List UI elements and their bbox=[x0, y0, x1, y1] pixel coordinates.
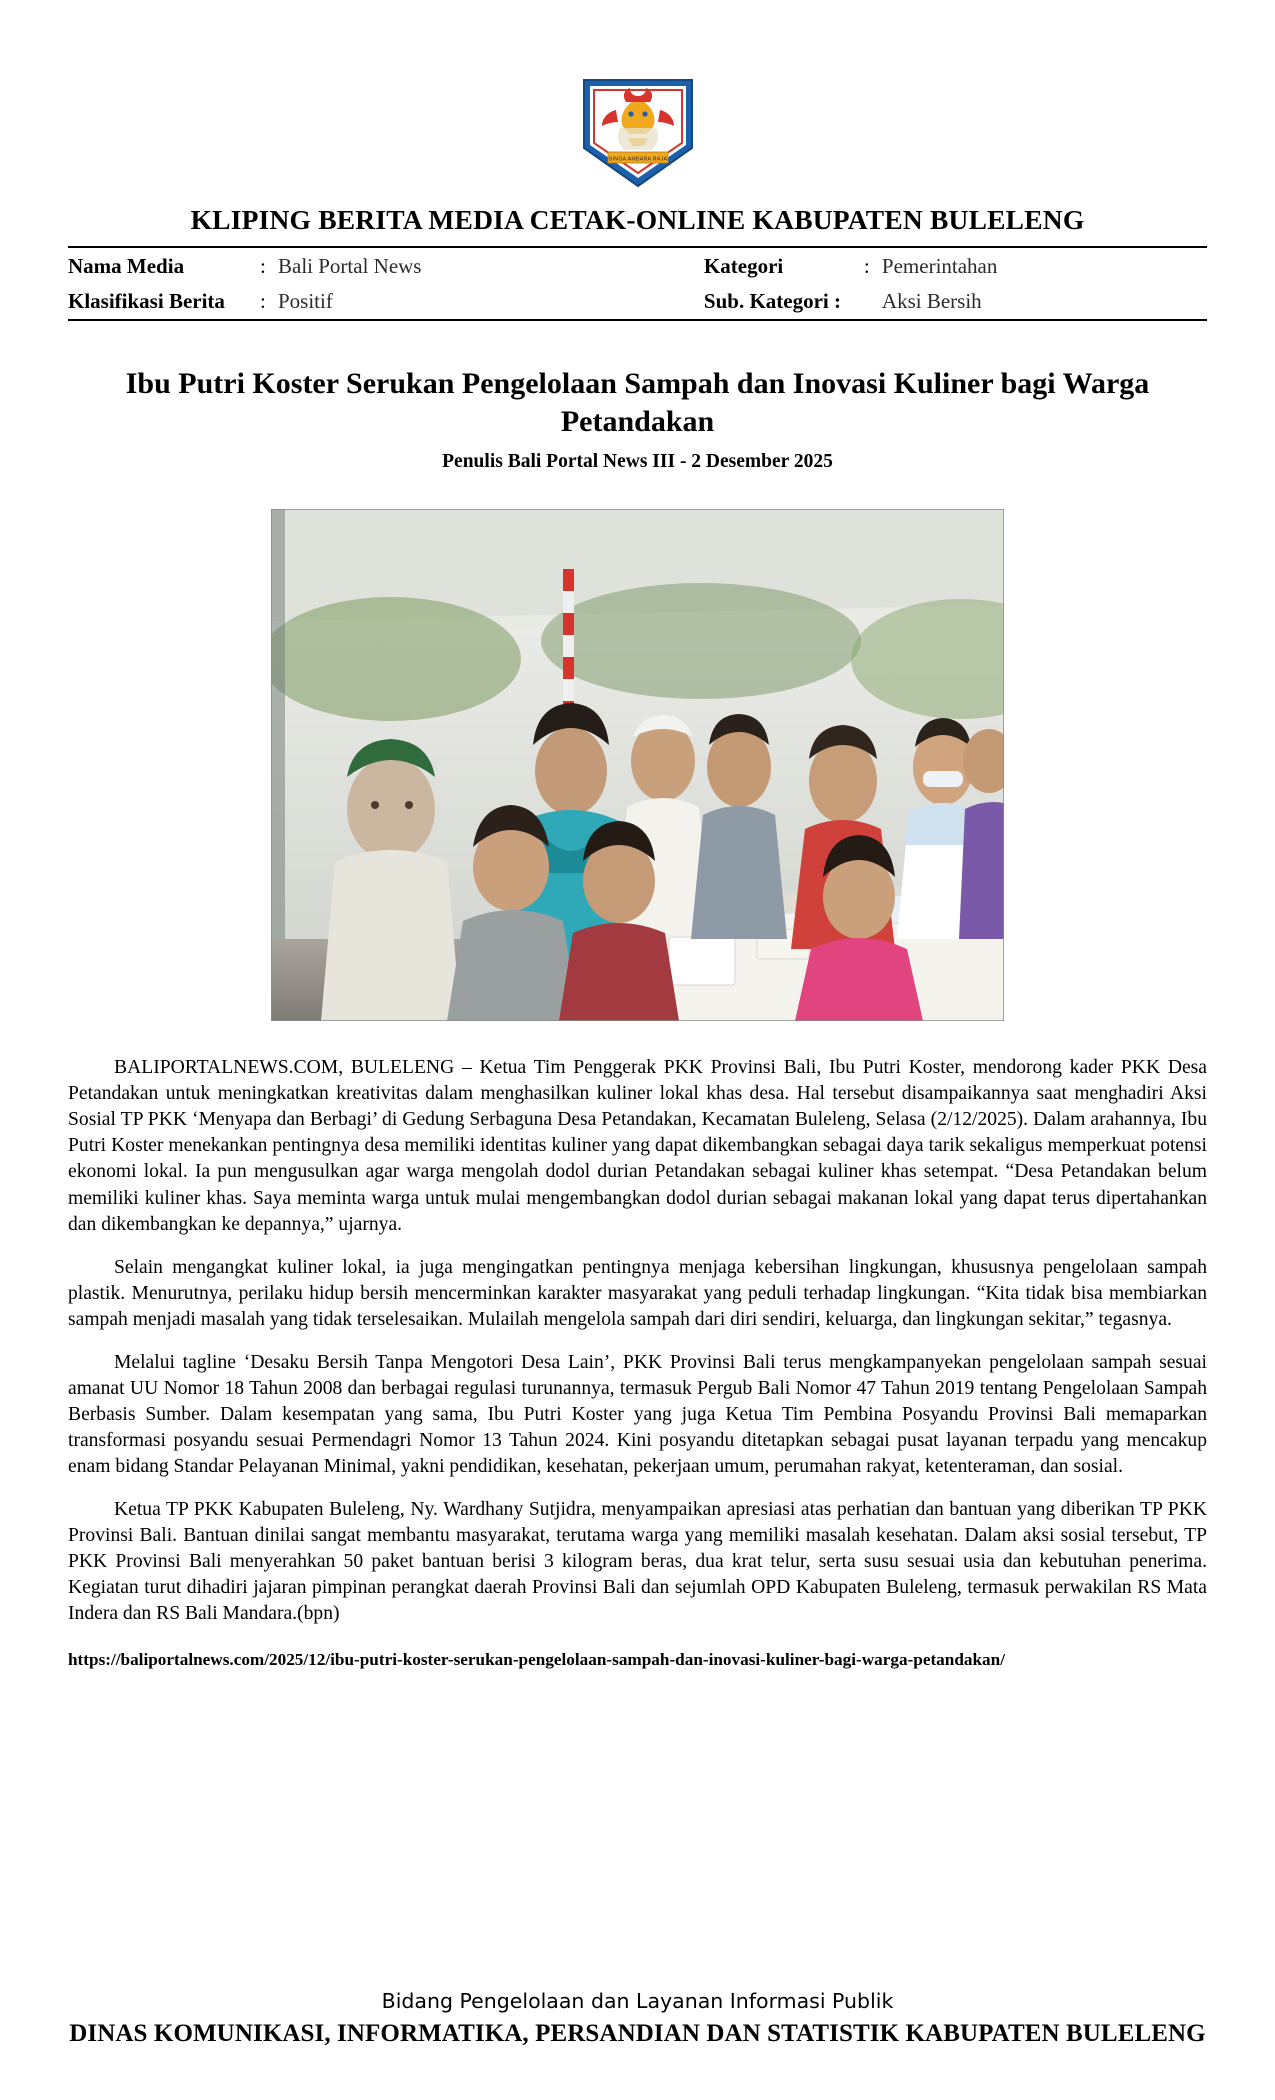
label-nama-media: Nama Media bbox=[68, 254, 185, 278]
colon-2: : bbox=[863, 254, 870, 278]
value-kategori: Pemerintahan bbox=[881, 254, 998, 278]
table-row bbox=[68, 248, 1207, 283]
label-sub-kategori: Sub. Kategori : bbox=[703, 289, 842, 314]
buleleng-regency-crest-icon bbox=[572, 58, 704, 190]
source-url-link[interactable]: https://baliportalnews.com/2025/12/ibu-putri-koster-serukan-pengelolaan-sampah-dan-inovasi-kuliner-bagi-warga-petandakan/ bbox=[68, 1650, 1005, 1670]
colon-1: : bbox=[260, 254, 266, 278]
article-paragraph: Melalui tagline ‘Desaku Bersih Tanpa Mengotori Desa Lain’, PKK Provinsi Bali terus mengkampanyekan pengelolaan sampah sesuai amanat UU Nomor 18 Tahun 2008 dan berbagai regulasi turunannya, termasuk Pergub Bali Nomor 47 Tahun 2019 tentang Pengelolaan Sampah Berbasis Sumber. Dalam kesempatan yang sama, Ibu Putri Koster yang juga Ketua Tim Pembina Posyandu Provinsi Bali memaparkan transformasi posyandu sesuai Permendagri Nomor 13 Tahun 2024. Kini posyandu ditetapkan sebagai pusat layanan terpadu yang mencakup enam bidang Standar Pelayanan Minimal, yakni pendidikan, kesehatan, pekerjaan umum, perumahan rakyat, ketenteraman, dan sosial. bbox=[68, 1351, 1207, 1477]
page-footer bbox=[0, 1989, 1275, 2048]
article-headline: Ibu Putri Koster Serukan Pengelolaan Sampah dan Inovasi Kuliner bagi Warga Petandakan bbox=[125, 366, 1150, 438]
colon-4 bbox=[864, 283, 882, 318]
value-klasifikasi-berita: Positif bbox=[278, 289, 333, 314]
value-nama-media: Bali Portal News bbox=[278, 254, 422, 278]
table-row bbox=[68, 283, 1207, 318]
logo-container bbox=[68, 0, 1207, 190]
article-paragraph: BALIPORTALNEWS.COM, BULELENG – Ketua Tim Penggerak PKK Provinsi Bali, Ibu Putri Koster, mendorong kader PKK Desa Petandakan untuk meningkatkan kreativitas dalam menghasilkan kuliner lokal khas desa. Hal tersebut disampaikannya saat menghadiri Aksi Sosial TP PKK ‘Menyapa dan Berbagi’ di Gedung Serbaguna Desa Petandakan, Kecamatan Buleleng, Selasa (2/12/2025). Dalam arahannya, Ibu Putri Koster menekankan pentingnya desa memiliki identitas kuliner yang dapat dikembangkan sebagai daya tarik sekaligus memperkuat potensi ekonomi lokal. Ia pun mengusulkan agar warga mengolah dodol durian Petandakan sebagai kuliner khas setempat. “Desa Petandakan belum memiliki kuliner khas. Saya meminta warga untuk mulai mengembangkan dodol durian sebagai makanan lokal yang dapat terus dipertahankan dan dikembangkan ke depannya,” ujarnya. bbox=[68, 1057, 1207, 1235]
article-photo-container bbox=[68, 509, 1207, 1021]
value-sub-kategori: Aksi Bersih bbox=[881, 289, 982, 314]
page-title: KLIPING BERITA MEDIA CETAK-ONLINE KABUPATEN BULELENG bbox=[190, 204, 1085, 235]
label-klasifikasi-berita: Klasifikasi Berita bbox=[68, 289, 225, 314]
article-paragraph: Ketua TP PKK Kabupaten Buleleng, Ny. Wardhany Sutjidra, menyampaikan apresiasi atas perhatian dan bantuan yang diberikan TP PKK Provinsi Bali. Bantuan dinilai sangat membantu masyarakat, terutama warga yang memiliki masalah kesehatan. Dalam aksi sosial tersebut, TP PKK Provinsi Bali menyerahkan 50 paket bantuan berisi 3 kilogram beras, dua krat telur, serta susu sesuai usia dan kebutuhan penerima. Kegiatan turut dihadiri jajaran pimpinan perangkat daerah Provinsi Bali dan sejumlah OPD Kabupaten Buleleng, termasuk perwakilan RS Mata Indera dan RS Bali Mandara.(bpn) bbox=[68, 1498, 1207, 1625]
footer-division: Bidang Pengelolaan dan Layanan Informasi Publik bbox=[381, 1989, 894, 2013]
label-kategori: Kategori bbox=[703, 254, 784, 278]
colon-3: : bbox=[260, 289, 266, 314]
article-paragraph: Selain mengangkat kuliner lokal, ia juga mengingatkan pentingnya menjaga kebersihan lingkungan, khususnya pengelolaan sampah plastik. Menurutnya, perilaku hidup bersih mencerminkan karakter masyarakat yang peduli terhadap lingkungan. “Kita tidak bisa membiarkan sampah menjadi masalah yang tidak terselesaikan. Mulailah mengelola sampah dari diri sendiri, keluarga, dan lingkungan sekitar,” tegasnya. bbox=[68, 1256, 1207, 1330]
metadata-table bbox=[68, 248, 1207, 319]
article-photo bbox=[271, 509, 1004, 1021]
footer-agency: DINAS KOMUNIKASI, INFORMATIKA, PERSANDIAN DAN STATISTIK KABUPATEN BULELENG bbox=[69, 2020, 1206, 2047]
article-body bbox=[68, 1055, 1207, 1672]
article-byline: Penulis Bali Portal News III - 2 Desember 2025 bbox=[442, 451, 833, 473]
svg-text:SINGA AMBARA RAJA: SINGA AMBARA RAJA bbox=[608, 156, 667, 163]
metadata-divider-bottom bbox=[68, 319, 1207, 321]
